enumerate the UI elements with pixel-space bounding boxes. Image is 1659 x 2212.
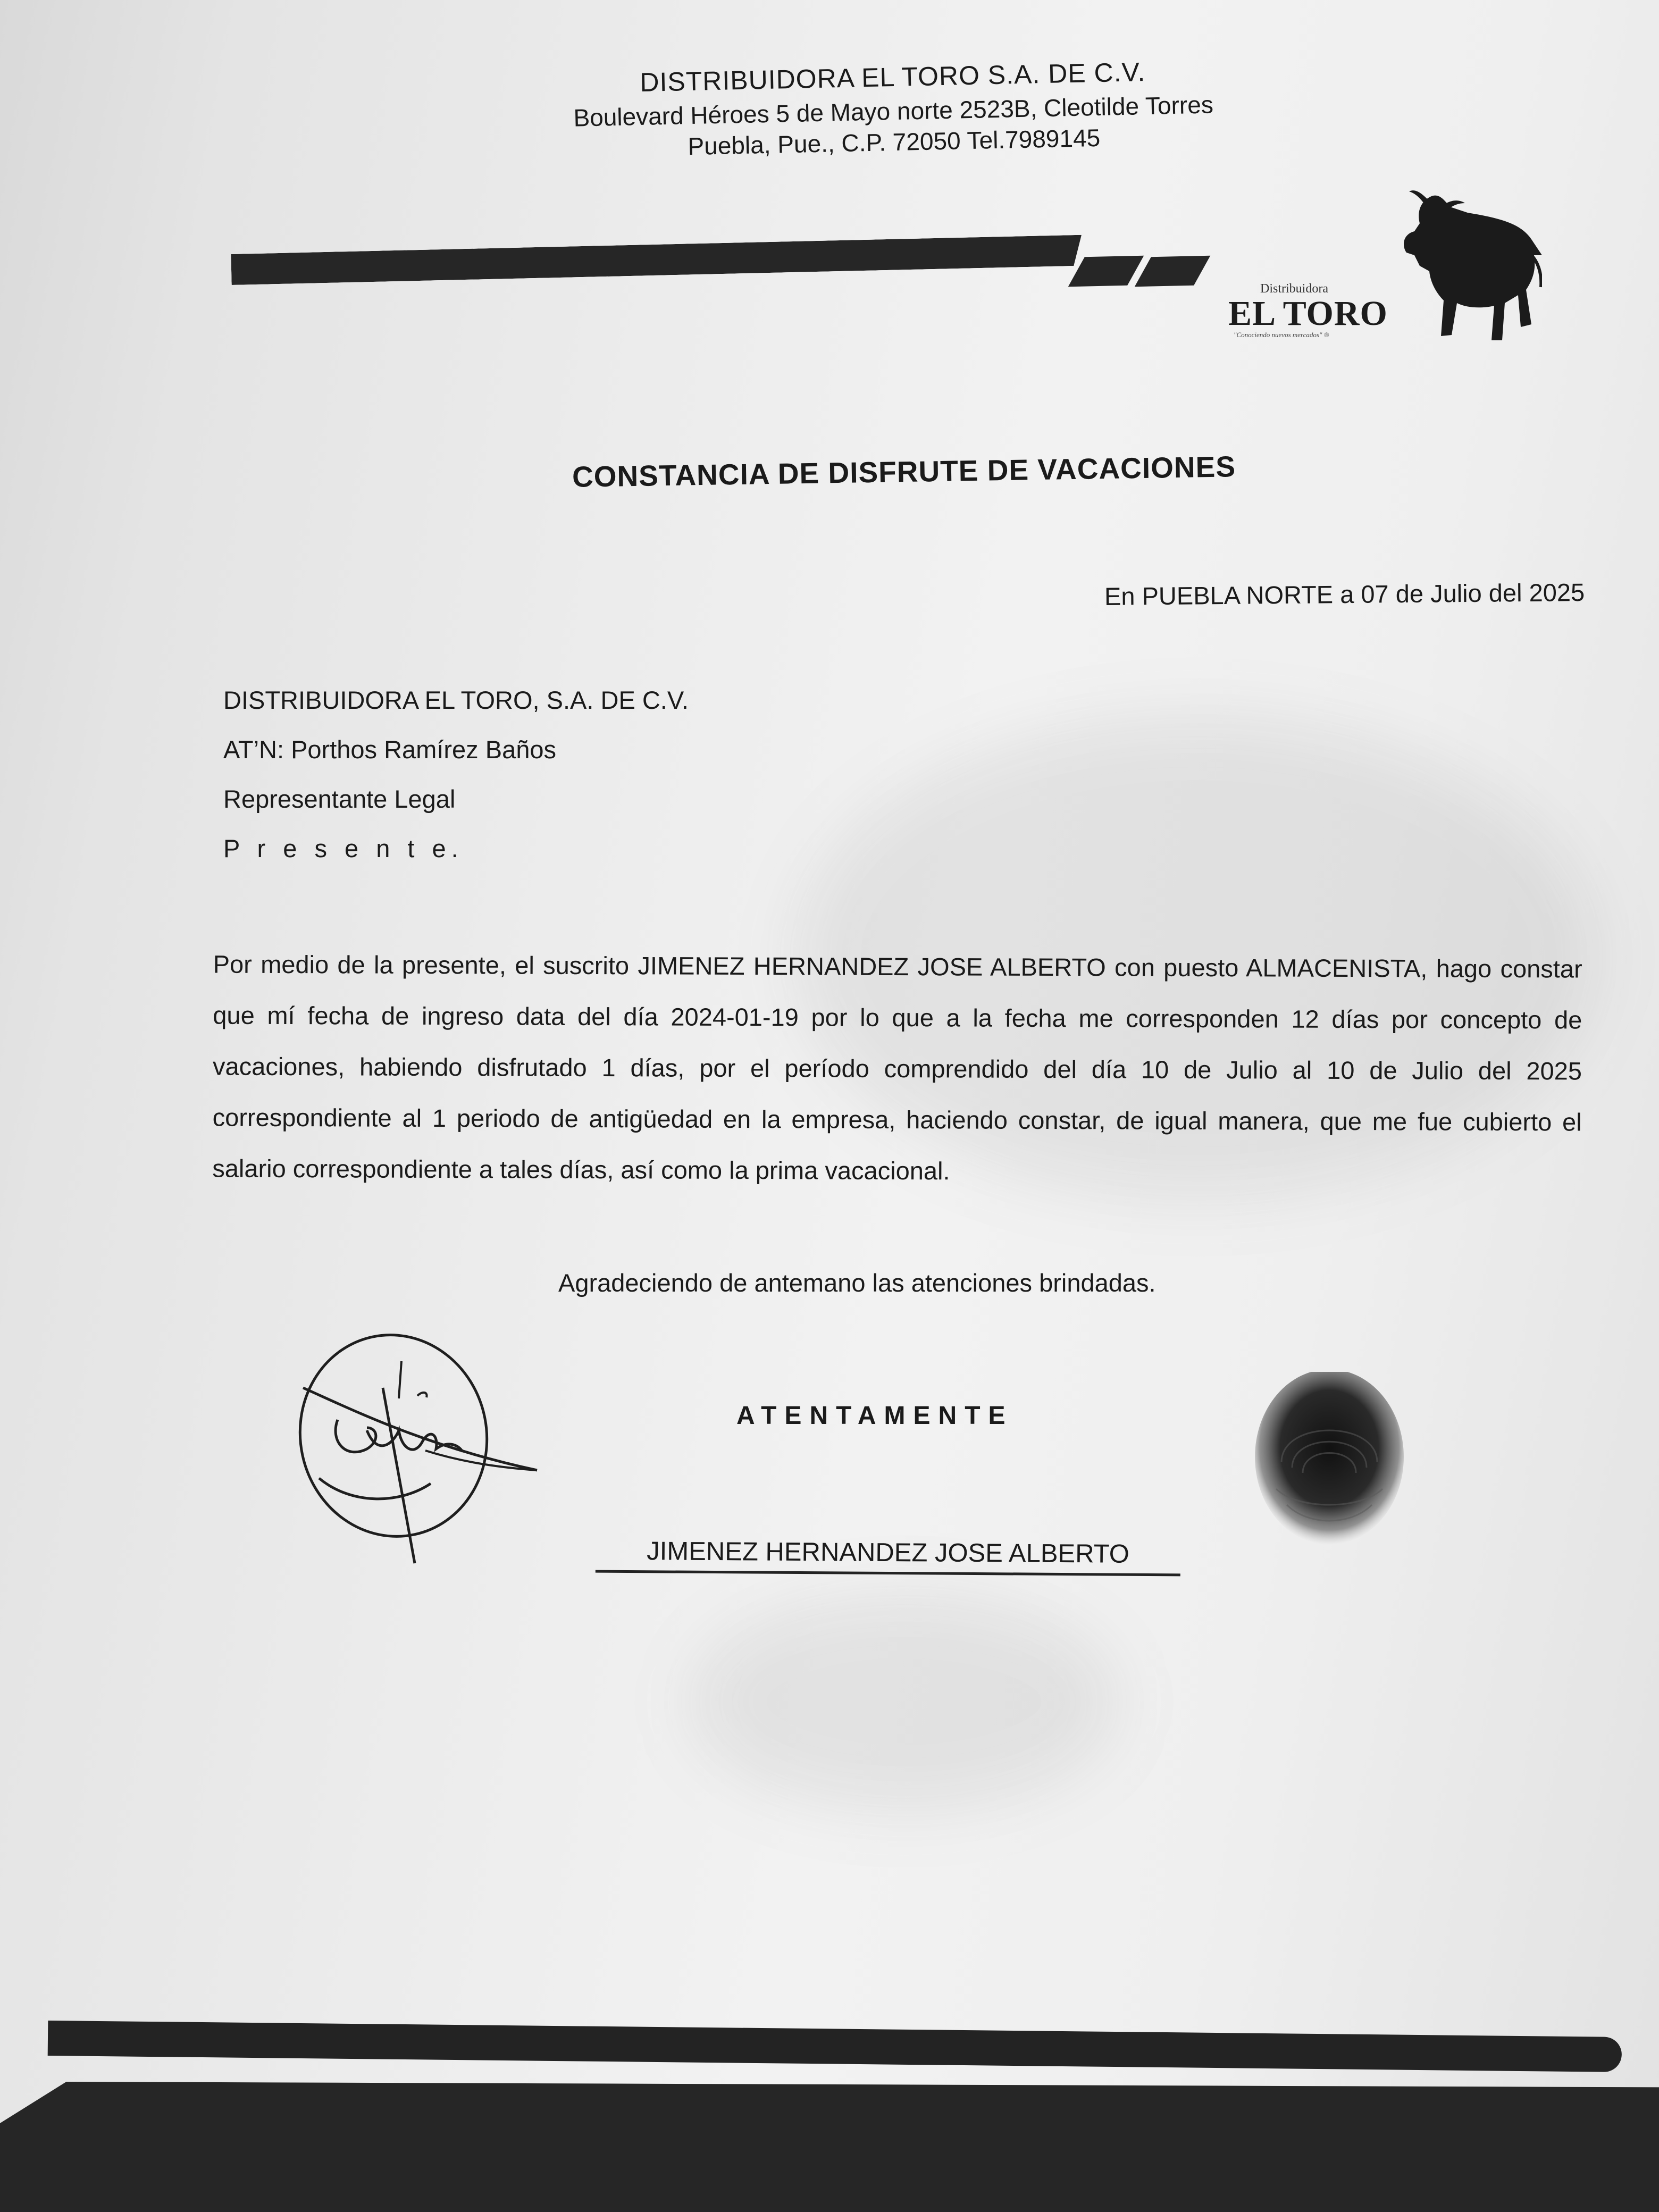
company-logo	[1223, 181, 1542, 351]
place-date: En PUEBLA NORTE a 07 de Julio del 2025	[1104, 578, 1585, 610]
addressee-role: Representante Legal	[223, 785, 456, 813]
address-line-1: Boulevard Héroes 5 de Mayo norte 2523B, Cleotilde Torres	[573, 90, 1214, 132]
letterhead-bar	[231, 235, 1082, 285]
letterhead-slash	[1135, 256, 1210, 287]
address-line-2: Puebla, Pue., C.P. 72050 Tel.7989145	[687, 123, 1101, 161]
footer-bar	[48, 2021, 1622, 2072]
addressee-attention: AT’N: Porthos Ramírez Baños	[223, 735, 557, 764]
logo-small-text: Distribuidora	[1260, 282, 1328, 296]
logo-tagline: "Conociendo nuevos mercados" ®	[1234, 331, 1329, 339]
addressee-presente: P r e s e n t e.	[223, 834, 464, 862]
letterhead-slash	[1068, 256, 1144, 287]
signer-name: JIMENEZ HERNANDEZ JOSE ALBERTO	[596, 1536, 1180, 1577]
addressee-block	[223, 675, 689, 873]
body-paragraph: Por medio de la presente, el suscrito JIMENEZ HERNANDEZ JOSE ALBERTO con puesto ALMACENISTA, hago constar que mí fecha de ingreso data del día 2024-01-19 por lo que a la fecha me corresponden 12 días por concepto de vacaciones, habiendo disfrutado 1 días, por el período comprendido del día 10 de Julio al 10 de Julio del 2025 correspondiente al 1 periodo de antigüedad en la empresa, haciendo constar, de igual manera, que me fue cubierto el salario correspondiente a tales días, así como la prima vacacional.	[212, 950, 1582, 1185]
closing-line: Agradeciendo de antemano las atenciones brindadas.	[558, 1269, 1156, 1297]
signature-icon	[287, 1329, 553, 1579]
fingerprint-icon	[1244, 1372, 1414, 1558]
letterhead	[477, 50, 1309, 166]
atentamente-label: ATENTAMENTE	[736, 1402, 1013, 1430]
addressee-company: DISTRIBUIDORA EL TORO, S.A. DE C.V.	[223, 686, 689, 714]
footer-band	[0, 2082, 1659, 2212]
photo-shadow	[691, 1595, 1117, 1808]
document-title: CONSTANCIA DE DISFRUTE DE VACACIONES	[572, 450, 1236, 493]
logo-main-text: EL TORO	[1228, 294, 1388, 333]
company-name: DISTRIBUIDORA EL TORO S.A. DE C.V.	[639, 57, 1146, 97]
